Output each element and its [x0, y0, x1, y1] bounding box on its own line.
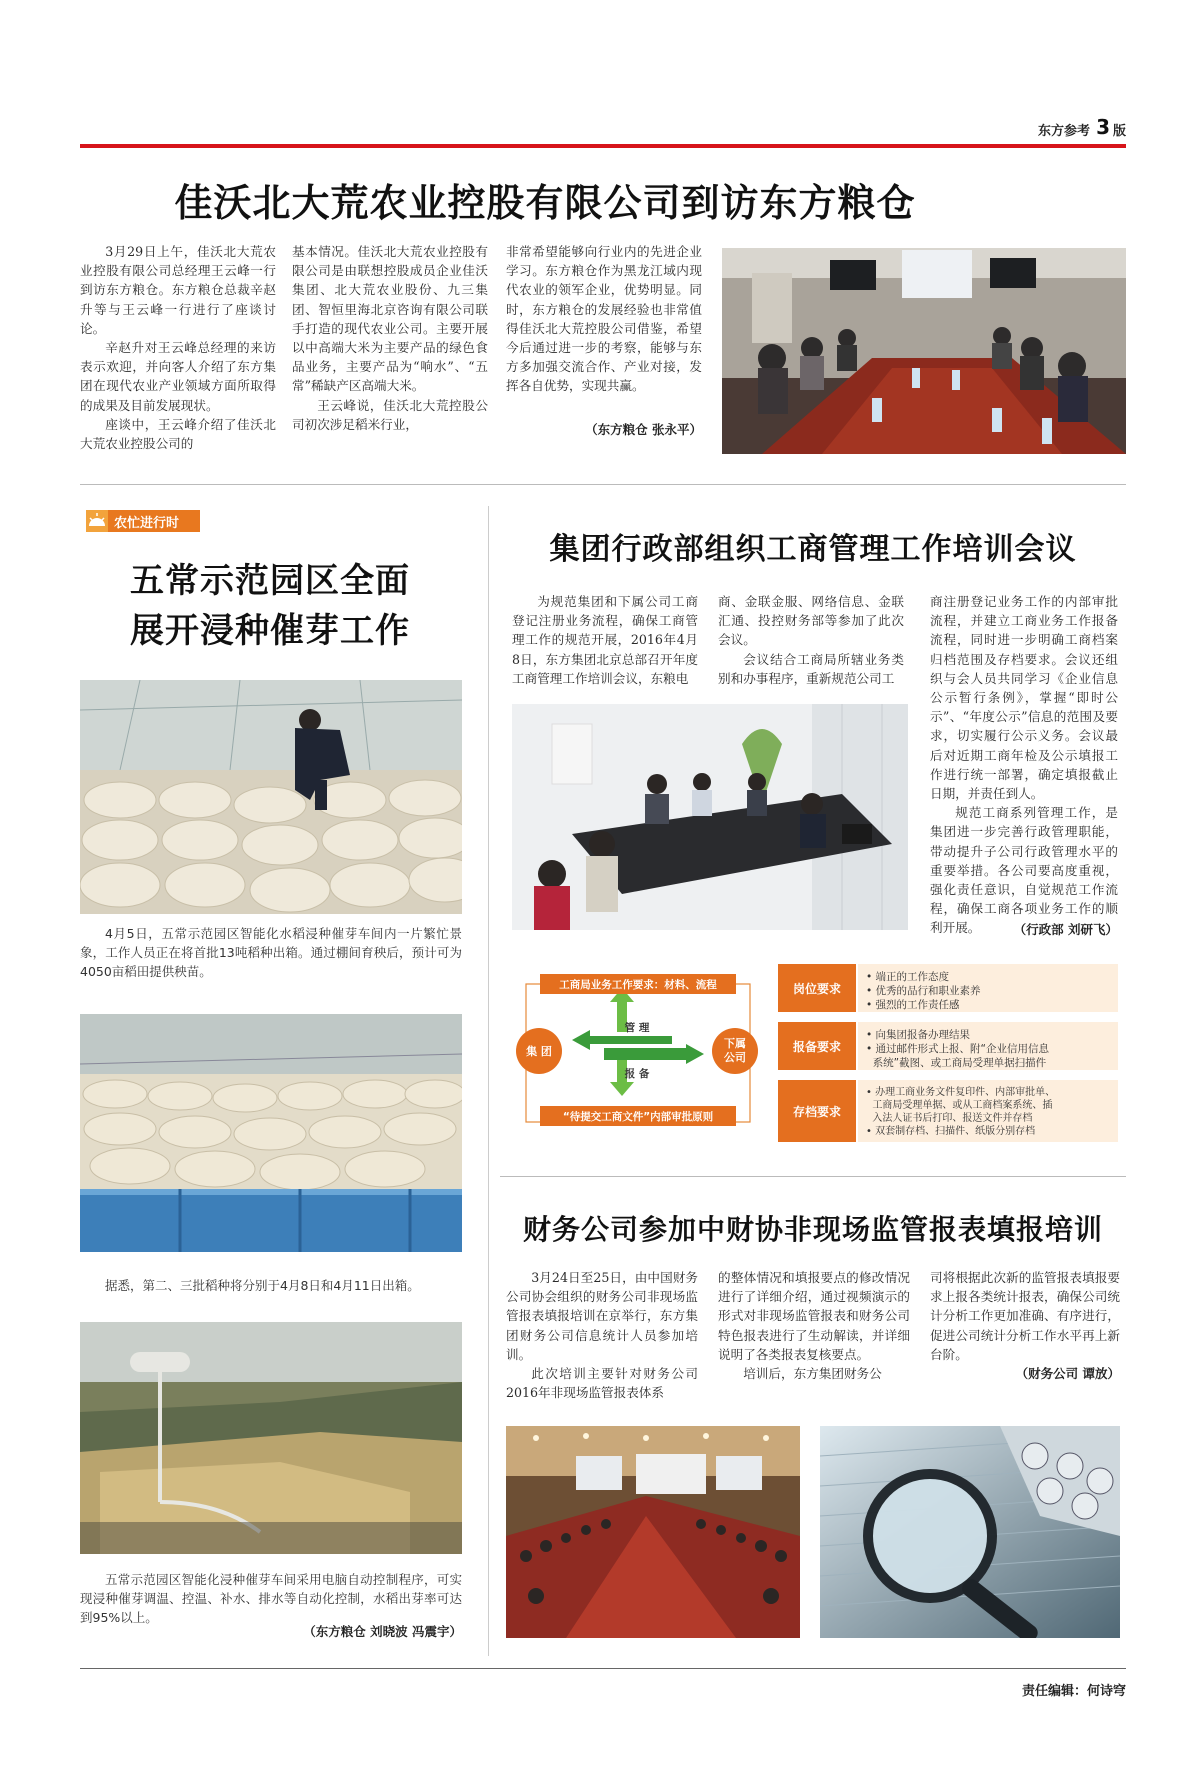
article4-col3: [930, 1268, 1120, 1364]
article3-credit: （行政部 刘研飞）: [1013, 922, 1118, 937]
article3-requirements: [778, 964, 1118, 1144]
article2-caption1-text: 4月5日，五常示范园区智能化水稻浸种催芽车间内一片繁忙景象，工作人员正在将首批13吨稻种出箱。通过棚间育秧后，预计可为4050亩稻田提供秧苗。: [80, 926, 462, 979]
article4-title: 财务公司参加中财协非现场监管报表填报培训: [522, 1213, 1103, 1246]
article4-col2-p1: 的整体情况和填报要点的修改情况进行了详细介绍，通过视频演示的形式对非现场监管报表和财务公司特色报表进行了生动解读，并详细说明了各类报表复核要点。: [718, 1270, 910, 1362]
article4-credit: （财务公司 谭放）: [1015, 1366, 1120, 1381]
article2-tag-label: 农忙进行时: [114, 515, 180, 531]
article1-col2-p1: 基本情况。佳沃北大荒农业控股有限公司是由联想控股成员企业佳沃集团、北大荒农业股份、九三集团、智恒里海北京咨询有限公司联手打造的现代农业公司。主要开展以中高端大米为主要产品的绿色食品业务，主要产品为“响水”、“五常”稀缺产区高端大米。: [292, 244, 488, 394]
article4-col1-p1: 3月24日至25日，由中国财务公司协会组织的财务公司非现场监管报表填报培训在京举行，东方集团财务公司信息统计人员参加培训。: [506, 1270, 698, 1362]
req-archive-item-3: 入法人证书后打印、报送文件并存档: [872, 1113, 1033, 1124]
article1-col1-p1: 3月29日上午，佳沃北大荒农业控股有限公司总经理王云峰一行到访东方粮仓。东方粮仓总裁辛赵升等与王云峰一行进行了座谈讨论。: [80, 244, 276, 336]
article1-col2-p2: 王云峰说，佳沃北大荒控股公司初次涉足稻米行业，: [292, 397, 488, 432]
article4-col2: [718, 1268, 910, 1383]
header-rule: [80, 144, 1126, 148]
article4-col3-p1: 司将根据此次新的监管报表填报要求上报各类统计报表，确保公司统计分析工作更加准确、有序进行，促进公司统计分析工作水平再上新台阶。: [930, 1270, 1120, 1362]
article2-caption2: [80, 1276, 462, 1295]
req-report-item-2: • 通过邮件形式上报、附“企业信用信息: [866, 1043, 1049, 1055]
diagram-top-banner: 工商局业务工作要求：材料、流程: [540, 974, 736, 994]
article2-caption3-text: 五常示范园区智能化浸种催芽车间采用电脑自动控制程序，可实现浸种催芽调温、控温、补水、排水等自动化控制，水稻出芽率可达到95%以上。: [80, 1572, 462, 1625]
divider-mid-right: [500, 1176, 1126, 1177]
header-page-suffix: 版: [1112, 124, 1126, 139]
article1-col1-p2: 辛赵升对王云峰总经理的来访表示欢迎，并向客人介绍了东方集团在现代农业产业领域方面所取得的成果及目前发展现状。: [80, 340, 276, 413]
article2-caption2-text: 据悉，第二、三批稻种将分别于4月8日和4月11日出箱。: [105, 1278, 420, 1293]
article3-col3-p1: 商注册登记业务工作的内部审批流程，并建立工商业务工作报备流程，同时进一步明确工商档案归档范围及存档要求。会议还组织与会人员共同学习《企业信息公示暂行条例》，掌握“即时公示”、“年度公示”信息的范围及要求，切实履行公示义务。会议最后对近期工商年检及公示填报工作进行统一部署，确定填报截止日期，并责任到人。: [930, 594, 1118, 802]
req-post-item-2: • 优秀的品行和职业素养: [866, 985, 981, 997]
article3-col2: [718, 592, 904, 688]
header-page-number: 3: [1096, 115, 1110, 139]
article2-caption1: [80, 924, 462, 981]
article2-title-line2: 展开浸种催芽工作: [130, 611, 410, 651]
article3-meeting-photo: [512, 704, 908, 930]
article3-col2-p2: 会议结合工商局所辖业务类别和办事程序，重新规范公司工: [718, 651, 904, 686]
article3-col1-p1: 为规范集团和下属公司工商登记注册业务流程，确保工商管理工作的规范开展，2016年4月8日，东方集团北京总部召开年度工商管理工作培训会议，东粮电: [512, 594, 698, 686]
article1-col3: [506, 242, 702, 396]
req-list-post: [858, 964, 1118, 1012]
req-label-report: 报备要求: [778, 1022, 856, 1070]
diagram-right-node-line2: 公司: [724, 1051, 746, 1064]
req-report-item-1: • 向集团报备办理结果: [866, 1029, 971, 1041]
article1-col2: [292, 242, 488, 434]
article2-photo3: [80, 1322, 462, 1554]
footer-editor: 责任编辑：何诗穹: [1021, 1684, 1126, 1699]
divider-top: [80, 484, 1126, 485]
article1-credit: （东方粮仓 张永平）: [585, 422, 702, 437]
diagram-arrow-top-label: 管 理: [624, 1022, 650, 1034]
diagram-bottom-banner: “待提交工商文件”内部审批原则: [540, 1106, 736, 1126]
article2-credit: （东方粮仓 刘晓波 冯震宇）: [303, 1624, 462, 1639]
article2-caption3: [80, 1570, 462, 1627]
req-list-report: [858, 1022, 1118, 1070]
header-section-label: 东方参考: [1037, 124, 1090, 139]
article1-meeting-photo: [722, 248, 1126, 454]
sun-icon: [86, 510, 108, 532]
req-label-post: 岗位要求: [778, 964, 856, 1012]
article2-photo1: [80, 680, 462, 914]
article3-col1: [512, 592, 698, 688]
diagram-right-node-line1: 下属: [724, 1037, 746, 1050]
article4-conference-photo: [506, 1426, 800, 1638]
req-label-archive: 存档要求: [778, 1080, 856, 1142]
article2-title: [80, 556, 460, 656]
article1-col3-p1: 非常希望能够向行业内的先进企业学习。东方粮仓作为黑龙江域内现代农业的领军企业，优势明显。同时，东方粮仓的发展经验也非常值得佳沃北大荒控股公司借鉴，希望今后通过进一步的考察，能够与东方多加强交流合作、产业对接，发挥各自优势，实现共赢。: [506, 244, 702, 394]
footer-rule: [80, 1668, 1126, 1669]
article3-flow-diagram: [512, 964, 764, 1134]
article3-col3: [930, 592, 1118, 938]
article3-col2-p1: 商、金联金服、网络信息、金联汇通、投控财务部等参加了此次会议。: [718, 594, 904, 648]
article3-col3-p2: 规范工商系列管理工作，是集团进一步完善行政管理职能，带动提升子公司行政管理水平的重要举措。各公司要高度重视，强化责任意识，自觉规范工作流程，确保工商各项业务工作的顺利开展。: [930, 805, 1118, 936]
req-archive-item-4: • 双套制存档、扫描件、纸版分别存档: [866, 1126, 1036, 1137]
req-list-archive: [858, 1080, 1118, 1142]
article1-title: 佳沃北大荒农业控股有限公司到访东方粮仓: [174, 180, 916, 225]
req-post-item-1: • 端正的工作态度: [866, 971, 950, 983]
req-report-item-3: 系统”截图、或工商局受理单据扫描件: [872, 1057, 1047, 1069]
article2-title-line1: 五常示范园区全面: [130, 561, 410, 601]
diagram-arrow-bottom-label: 报 备: [624, 1068, 650, 1080]
article4-col1-p2: 此次培训主要针对财务公司2016年非现场监管报表体系: [506, 1366, 698, 1401]
article1-col1-p3: 座谈中，王云峰介绍了佳沃北大荒农业控股公司的: [80, 416, 276, 452]
diagram-right-node: [712, 1028, 758, 1074]
article1-col1: [80, 242, 276, 453]
diagram-left-node: 集 团: [516, 1028, 562, 1074]
req-post-item-3: • 强烈的工作责任感: [866, 999, 960, 1011]
req-archive-item-2: 工商局受理单据、或从工商档案系统、插: [872, 1100, 1053, 1111]
article4-col2-p2: 培训后，东方集团财务公: [743, 1366, 882, 1382]
article2-photo2: [80, 1014, 462, 1252]
req-archive-item-1: • 办理工商业务文件复印件、内部审批单、: [866, 1087, 1056, 1098]
article2-tag: [86, 510, 200, 532]
article3-title: 集团行政部组织工商管理工作培训会议: [549, 532, 1077, 567]
article4-calculator-photo: [820, 1426, 1120, 1638]
article4-col1: [506, 1268, 698, 1402]
column-divider: [488, 506, 489, 1656]
